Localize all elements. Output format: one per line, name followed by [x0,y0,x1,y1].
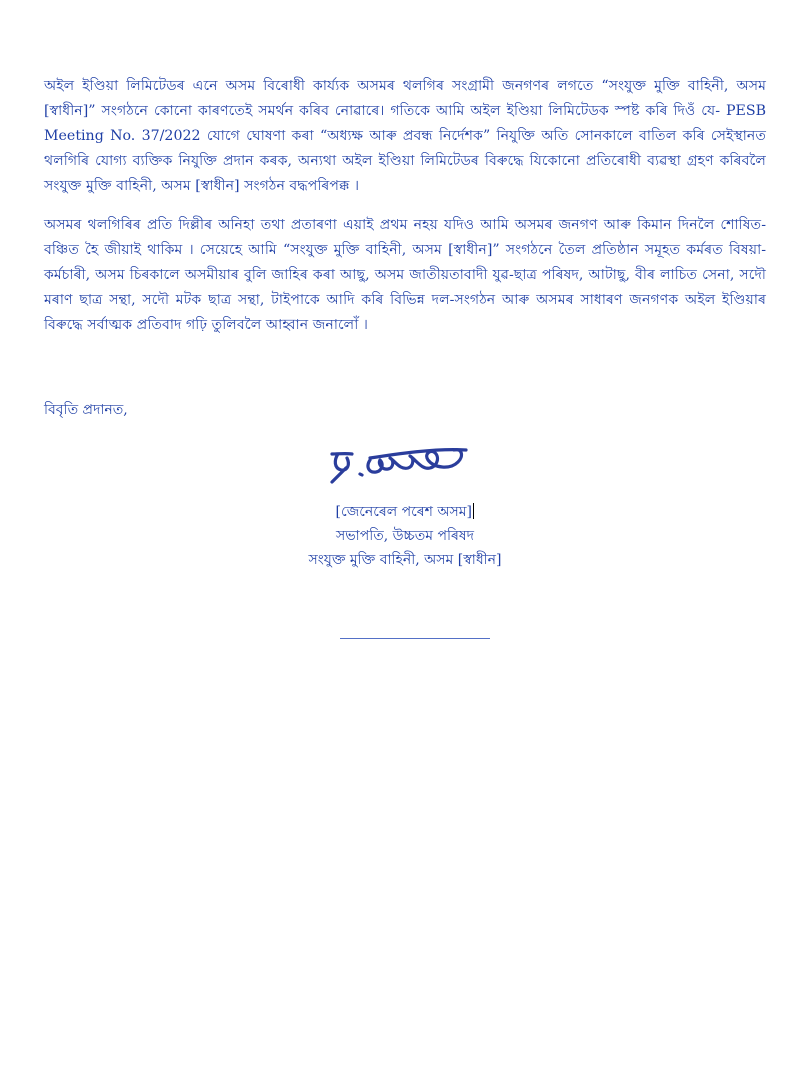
text-cursor [473,503,475,519]
handwritten-signature [326,440,476,486]
body-paragraph-1: অইল ইণ্ডিয়া লিমিটেডৰ এনে অসম বিৰোধী কাৰ্য্যক অসমৰ থলগিৰ সংগ্ৰামী জনগণৰ লগতে “সংযুক্ত মুক্তি বাহিনী, অসম [স্বাধীন]” সংগঠনে কোনো কাৰণতেই সমৰ্থন কৰিব নোৱাৰে। গতিকে আমি অইল ইণ্ডিয়া লিমিটেডক স্পষ্ট কৰি দিওঁ যে- PESB Meeting No. 37/2022 যোগে ঘোষণা কৰা “অধ্যক্ষ আৰু প্ৰবন্ধ নিৰ্দেশক” নিযুক্তি অতি সোনকালে বাতিল কৰি সেইস্থানত থলগিৰি যোগ্য ব্যক্তিক নিযুক্তি প্ৰদান কৰক, অন্যথা অইল ইণ্ডিয়া লিমিটেডৰ বিৰুদ্ধে যিকোনো প্ৰতিৰোধী ব্যৱস্থা গ্ৰহণ কৰিবলৈ সংযুক্ত মুক্তি বাহিনী, অসম [স্বাধীন] সংগঠন বদ্ধপৰিপক্ক । [44,78,766,194]
footer-divider [340,638,490,639]
signatory-designation: সভাপতি, উচ্চতম পৰিষদ [336,528,474,544]
signatory-name-line [230,500,580,524]
signatory-block [230,500,580,572]
body-paragraph-2: অসমৰ থলগিৰিৰ প্ৰতি দিল্লীৰ অনিহা তথা প্ৰতাৰণা এয়াই প্ৰথম নহয় যদিও আমি অসমৰ জনগণ আৰু কিমান দিনলৈ শোষিত-বঞ্চিত হৈ জীয়াই থাকিম । সেয়েহে আমি “সংযুক্ত মুক্তি বাহিনী, অসম [স্বাধীন]” সংগঠনে তৈল প্ৰতিষ্ঠান সমূহত কৰ্মৰত বিষয়া-কৰ্মচাৰী, অসম চিৰকালে অসমীয়াৰ বুলি জাহিৰ কৰা আছু, অসম জাতীয়তাবাদী যুৱ-ছাত্ৰ পৰিষদ, আটাছু, বীৰ লাচিত সেনা, সদৌ মৰাণ ছাত্ৰ সন্থা, সদৌ মটক ছাত্ৰ সন্থা, টাইপাকে আদি কৰি বিভিন্ন দল-সংগঠন আৰু অসমৰ সাধাৰণ জনগণক অইল ইণ্ডিয়াৰ বিৰুদ্ধে সৰ্বাত্মক প্ৰতিবাদ গঢ়ি তুলিবলৈ আহ্বান জনালোঁ । [44,217,766,333]
signatory-organization: সংযুক্ত মুক্তি বাহিনী, অসম [স্বাধীন] [308,552,502,568]
closing-line: বিবৃতি প্ৰদানত, [44,402,128,418]
signatory-name: [জেনেৰেল পৰেশ অসম] [335,504,472,520]
